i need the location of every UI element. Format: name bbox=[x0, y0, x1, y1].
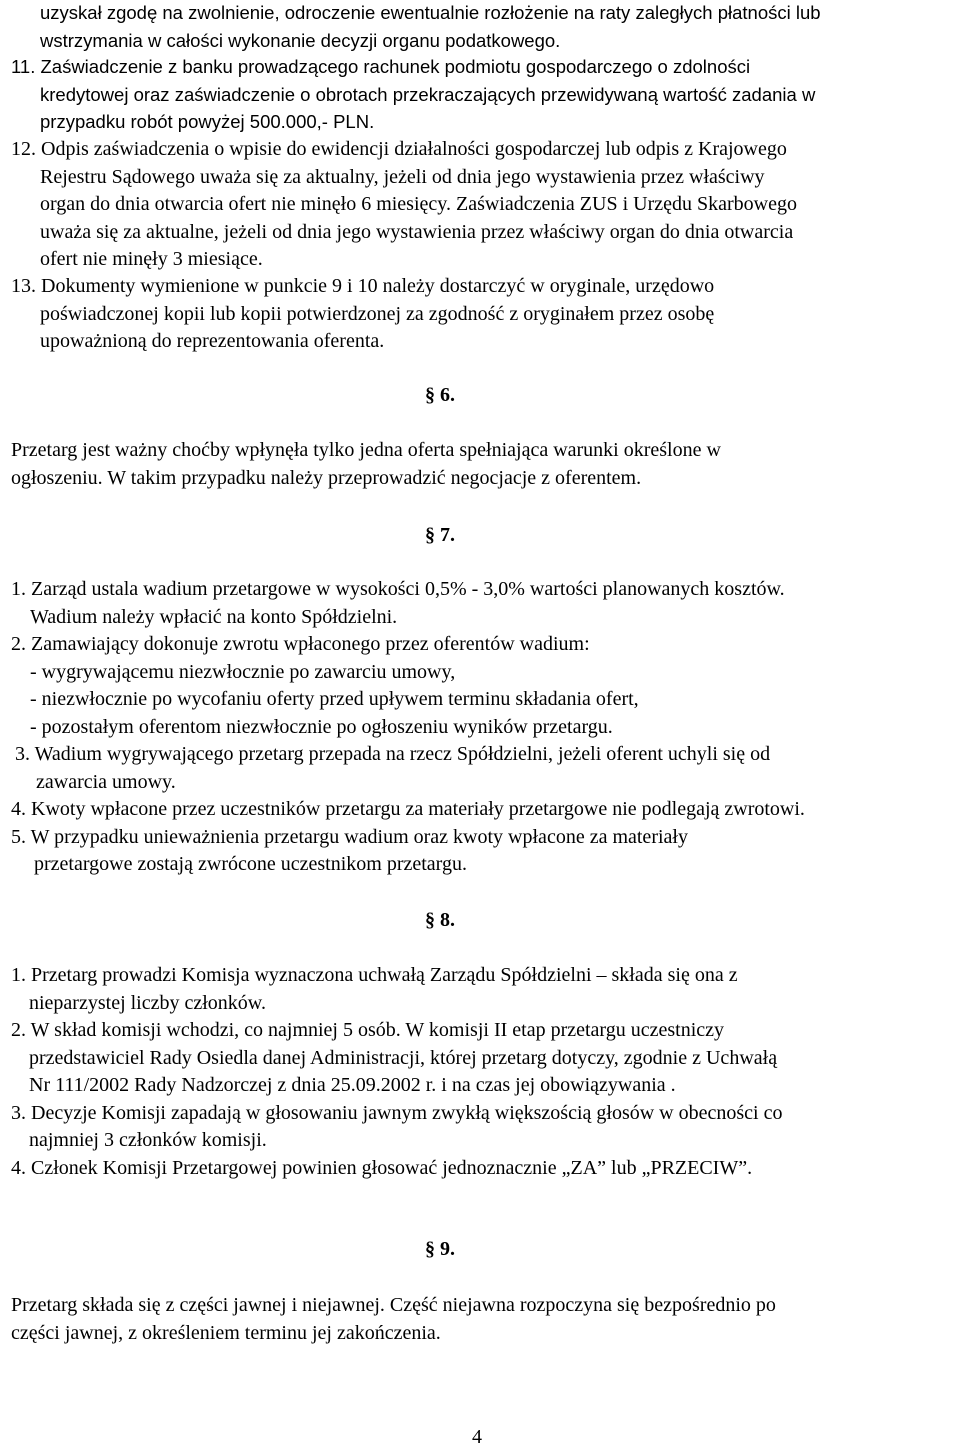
text-line: uważa się za aktualne, jeżeli od dnia jego wystawienia przez właściwy organ do dnia otwarcia bbox=[40, 220, 794, 243]
text-line: przetargowe zostają zwrócone uczestnikom przetargu. bbox=[34, 853, 467, 875]
list-item: 2. Zamawiający dokonuje zwrotu wpłaconego przez oferentów wadium: bbox=[11, 633, 590, 655]
text-line: nieparzystej liczby członków. bbox=[29, 991, 266, 1014]
top-continuation bbox=[40, 0, 821, 54]
list-item: 4. Kwoty wpłacone przez uczestników przetargu za materiały przetargowe nie podlegają zwrotowi. bbox=[11, 798, 805, 820]
section-7-heading: § 7. bbox=[425, 524, 455, 546]
list-item: 2. W skład komisji wchodzi, co najmniej 5 osób. W komisji II etap przetargu uczestniczy bbox=[11, 1019, 724, 1041]
section-9-heading: § 9. bbox=[425, 1238, 455, 1260]
text-line: - wygrywającemu niezwłocznie po zawarciu umowy, bbox=[30, 660, 456, 683]
text-line: zawarcia umowy. bbox=[36, 770, 176, 793]
text-line: Rejestru Sądowego uważa się za aktualny, jeżeli od dnia jego wystawienia przez właściwy bbox=[40, 165, 765, 188]
list-item: 3. Wadium wygrywającego przetarg przepada na rzecz Spółdzielni, jeżeli oferent uchyli się od bbox=[15, 743, 771, 765]
text-line: organ do dnia otwarcia ofert nie minęło 6 miesięcy. Zaświadczenia ZUS i Urzędu Skarbowego bbox=[40, 193, 797, 215]
text-line: poświadczonej kopii lub kopii potwierdzonej za zgodność z oryginałem przez osobę bbox=[40, 302, 715, 325]
list-item: 4. Członek Komisji Przetargowej powinien głosować jednoznacznie „ZA” lub „PRZECIW”. bbox=[11, 1156, 753, 1179]
list-item: 3. Decyzje Komisji zapadają w głosowaniu jawnym zwykłą większością głosów w obecności co bbox=[11, 1101, 783, 1124]
text-line: ogłoszeniu. W takim przypadku należy przeprowadzić negocjacje z oferentem. bbox=[11, 466, 642, 489]
list-item: 1. Przetarg prowadzi Komisja wyznaczona uchwałą Zarządu Spółdzielni – składa się ona z bbox=[11, 964, 738, 986]
section-7-body bbox=[11, 576, 805, 879]
section-9-body bbox=[11, 1292, 776, 1347]
text-line: Przetarg składa się z części jawnej i niejawnej. Część niejawna rozpoczyna się bezpośrednio po bbox=[11, 1294, 776, 1316]
section-6-body bbox=[11, 437, 721, 492]
text-line: 12. Odpis zaświadczenia o wpisie do ewidencji działalności gospodarczej lub odpis z Krajowego bbox=[11, 138, 787, 160]
section-6-heading: § 6. bbox=[425, 384, 455, 406]
text-line: uzyskał zgodę na zwolnienie, odroczenie ewentualnie rozłożenie na raty zaległych płatności lub bbox=[40, 2, 821, 23]
item-13 bbox=[11, 273, 714, 356]
text-line: Wadium należy wpłacić na konto Spółdzielni. bbox=[30, 605, 398, 628]
text-line: ofert nie minęły 3 miesiące. bbox=[40, 248, 263, 270]
text-line: 13. Dokumenty wymienione w punkcie 9 i 10 należy dostarczyć w oryginale, urzędowo bbox=[11, 275, 715, 297]
text-line: Przetarg jest ważny choćby wpłynęła tylko jedna oferta spełniająca warunki określone w bbox=[11, 439, 721, 461]
section-8-heading: § 8. bbox=[425, 909, 455, 931]
text-line: 11. Zaświadczenie z banku prowadzącego rachunek podmiotu gospodarczego o zdolności bbox=[11, 56, 751, 77]
text-line: wstrzymania w całości wykonanie decyzji organu podatkowego. bbox=[40, 29, 561, 51]
text-line: - niezwłocznie po wycofaniu oferty przed upływem terminu składania ofert, bbox=[30, 688, 639, 710]
text-line: Nr 111/2002 Rady Nadzorczej z dnia 25.09.2002 r. i na czas jej obowiązywania . bbox=[29, 1074, 676, 1096]
page-number: 4 bbox=[472, 1426, 482, 1448]
section-8-body bbox=[11, 962, 782, 1182]
text-line: kredytowej oraz zaświadczenie o obrotach przekraczających przewidywaną wartość zadania w bbox=[40, 83, 816, 105]
text-line: najmniej 3 członków komisji. bbox=[29, 1129, 267, 1151]
list-item: 1. Zarząd ustala wadium przetargowe w wysokości 0,5% - 3,0% wartości planowanych kosztów. bbox=[11, 578, 785, 600]
text-line: upoważnioną do reprezentowania oferenta. bbox=[40, 330, 385, 352]
text-line: - pozostałym oferentom niezwłocznie po ogłoszeniu wyników przetargu. bbox=[30, 715, 613, 738]
list-item: 5. W przypadku unieważnienia przetargu wadium oraz kwoty wpłacone za materiały bbox=[11, 825, 688, 848]
text-line: przedstawiciel Rady Osiedla danej Administracji, której przetarg dotyczy, zgodnie z Uchwałą bbox=[29, 1046, 778, 1069]
item-12 bbox=[11, 136, 797, 274]
item-11 bbox=[11, 53, 815, 136]
text-line: części jawnej, z określeniem terminu jej zakończenia. bbox=[11, 1321, 441, 1344]
text-line: przypadku robót powyżej 500.000,- PLN. bbox=[40, 111, 375, 132]
